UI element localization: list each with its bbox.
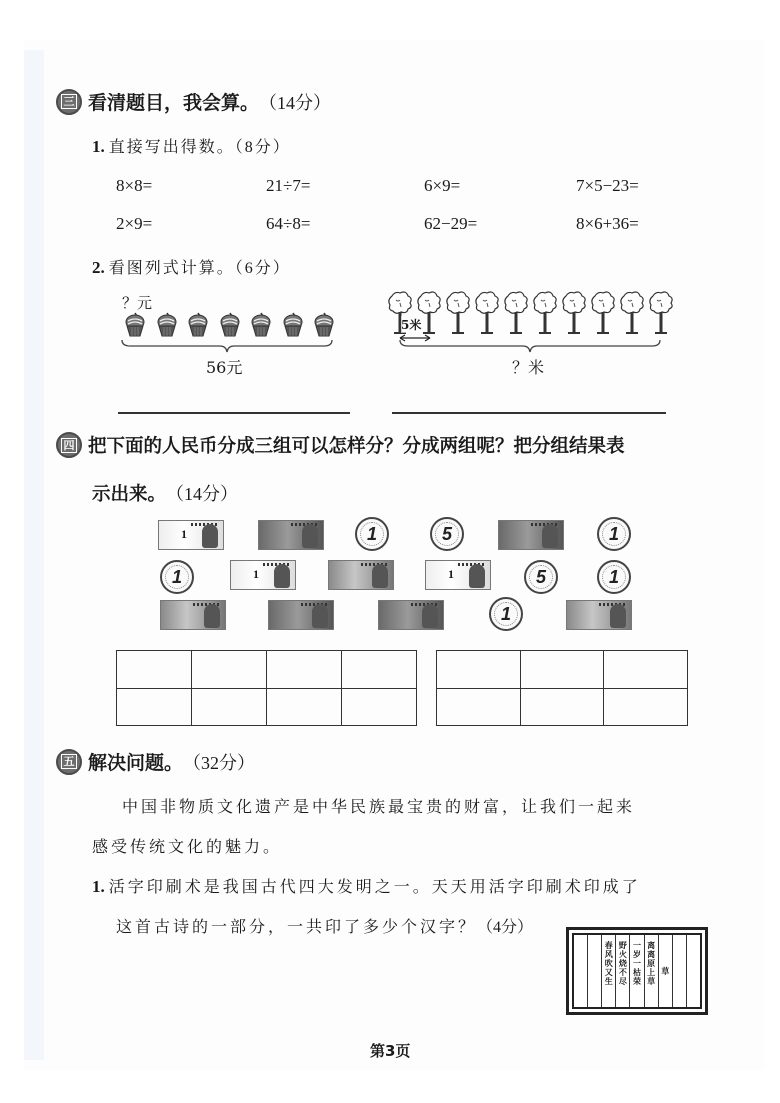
table-cell[interactable] [267,651,342,689]
cupcake-icon [250,311,272,337]
movable-type-poem-plate [566,927,708,1015]
math-item: 64÷8= [266,214,311,233]
unit-price-label: ？元 [122,294,153,312]
question-number: 1. [92,877,105,896]
question-points: （6分） [234,260,291,277]
section-4-heading-line2 [92,480,238,506]
poem-column-text: 野火烧不尽 [618,941,628,986]
poem-column-text: 一岁一枯荣 [632,941,642,986]
coin-1-jiao-icon: 1 [355,517,389,551]
question-text: 活字印刷术是我国古代四大发明之一。天天用活字印刷术印成了 [108,877,641,896]
question-points: （8分） [234,139,291,156]
tree-icon [445,290,471,338]
table-cell[interactable] [604,688,688,726]
section-4-title-line1: 把下面的人民币分成三组可以怎样分？分成两组呢？把分组结果表 [88,436,625,457]
three-groups-table [116,650,417,726]
poem-column-text: 草 [660,966,670,976]
section-5-title: 解决问题。 [88,752,184,774]
cupcake-icon [313,311,335,337]
total-price-label: 56元 [206,358,243,377]
question-3-1-title [92,134,291,157]
question-5-1-line2 [116,914,533,937]
table-cell[interactable] [520,651,604,689]
section-5-heading [56,748,255,775]
poem-column [672,935,686,1007]
section-5-badge-icon [56,749,82,775]
table-cell[interactable] [192,688,267,726]
brace-icon [398,340,662,354]
question-text: 看图列式计算。 [108,258,235,277]
banknote-icon [328,560,394,590]
table-cell[interactable] [604,651,688,689]
coin-1-jiao-icon: 1 [489,597,523,631]
table-cell[interactable] [437,688,521,726]
cupcake-icon [124,311,146,337]
section-4-title-line2: 示出来。 [92,484,167,505]
section-4-points: （14分） [166,484,239,504]
tree-icon [503,290,529,338]
cupcake-icon [282,311,304,337]
poem-column [658,935,672,1007]
question-number: 1. [92,137,105,156]
banknote-icon [566,600,632,630]
table-cell[interactable] [342,688,417,726]
table-cell[interactable] [520,688,604,726]
banknote-icon [498,520,564,550]
poem-column-text: 离离原上草 [646,941,656,986]
poem-column [644,935,658,1007]
tree-icon [590,290,616,338]
coin-1-jiao-icon: 1 [597,560,631,594]
question-5-1-line1 [92,874,641,897]
page-number: 第3页 [370,1042,411,1060]
section-3-badge-text: 三 [61,94,77,109]
total-length-label: ？米 [512,358,545,377]
banknote-icon [258,520,324,550]
coin-5-jiao-icon: 5 [524,560,558,594]
page-edge-shadow [24,50,44,1060]
poem-column-text: 春风吹又生 [604,941,614,986]
table-cell[interactable] [342,651,417,689]
poem-column [587,935,601,1007]
table-cell[interactable] [437,651,521,689]
math-item: 62−29= [424,214,478,233]
section-5-points: （32分） [183,752,256,773]
section-3-heading [56,88,331,115]
gap-label: 5米 [401,318,422,332]
poem-column [686,935,700,1007]
coin-1-jiao-icon: 1 [160,560,194,594]
question-text: 直接写出得数。 [108,137,235,156]
coin-1-jiao-icon: 1 [597,517,631,551]
tree-icon [619,290,645,338]
cupcake-icon [187,311,209,337]
section-4-badge-text: 四 [61,438,77,453]
math-item: 6×9= [424,176,461,195]
math-item: 21÷7= [266,176,311,195]
banknote-icon [160,600,226,630]
math-item: 7×5−23= [576,176,639,195]
tree-icon [532,290,558,338]
poem-columns [572,933,702,1009]
section-3-title: 看清题目，我会算。 [88,92,260,114]
math-item: 8×8= [116,176,153,195]
question-points: （4分） [477,919,534,936]
poem-column [574,935,587,1007]
banknote-icon: 1 [230,560,296,590]
section-4-heading [56,432,625,458]
section-5-badge-text: 五 [61,754,77,769]
two-groups-table [436,650,688,726]
poem-column [629,935,643,1007]
coin-5-jiao-icon: 5 [430,517,464,551]
banknote-icon: 1 [425,560,491,590]
answer-line [392,412,666,414]
poem-column [615,935,629,1007]
answer-line [118,412,350,414]
banknote-icon [378,600,444,630]
table-cell[interactable] [117,651,192,689]
intro-line-2: 感受传统文化的魅力。 [92,837,283,856]
poem-column [601,935,615,1007]
table-cell[interactable] [192,651,267,689]
math-item: 2×9= [116,214,153,233]
table-cell[interactable] [267,688,342,726]
question-number: 2. [92,258,105,277]
brace-icon [120,340,334,354]
tree-icon [648,290,674,338]
section-3-points: （14分） [259,92,332,113]
section-4-badge-icon [56,432,82,458]
tree-icon [561,290,587,338]
question-3-2-title [92,255,291,278]
section-3-badge-icon [56,89,82,115]
banknote-icon [268,600,334,630]
intro-line-1: 中国非物质文化遗产是中华民族最宝贵的财富，让我们一起来 [122,797,636,816]
question-text: 这首古诗的一部分，一共印了多少个汉字？ [116,917,478,936]
math-item: 8×6+36= [576,214,639,233]
cupcake-icon [219,311,241,337]
tree-icon [474,290,500,338]
table-cell[interactable] [117,688,192,726]
cupcake-icon [156,311,178,337]
banknote-icon: 1 [158,520,224,550]
